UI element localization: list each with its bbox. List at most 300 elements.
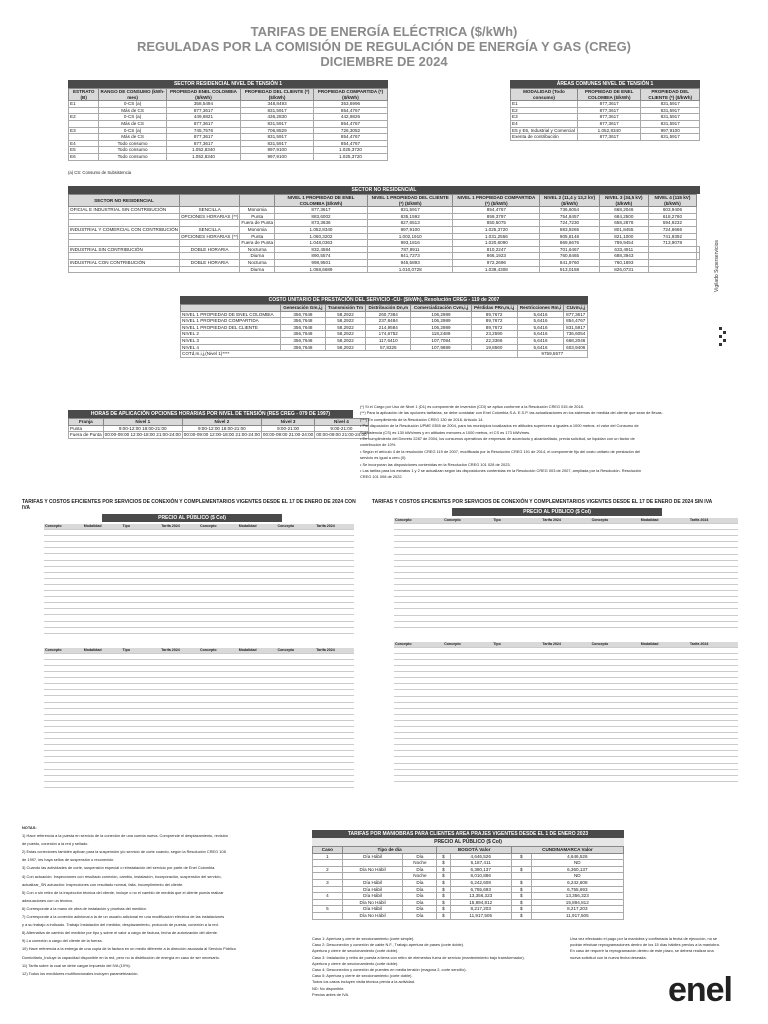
maniobras-cell: 15,894,812	[531, 899, 623, 906]
costos_der-cell	[640, 666, 689, 671]
costos_der-cell	[640, 648, 689, 653]
costo_unitario-cell: 237,8484	[366, 318, 411, 325]
costos_izq-cell	[315, 666, 354, 671]
costos_der-cell	[443, 579, 492, 584]
costos_der-cell	[492, 666, 541, 671]
costos_izq-cell	[315, 548, 354, 553]
costos_der-cell	[689, 548, 738, 553]
costos_izq-cell	[238, 739, 277, 744]
residencial-row	[69, 127, 388, 134]
costos_der-cell	[443, 770, 492, 775]
horas-cell: Punta	[69, 425, 104, 432]
costos_izq-cell	[44, 554, 83, 559]
costo_unitario-col-4: Comercialización Cvm,i,j	[411, 305, 471, 312]
costos_der-cell	[591, 573, 640, 578]
no_residencial-cell: 905,8148	[540, 233, 600, 240]
costo_unitario-cell: 5,6416	[517, 311, 564, 318]
costos_izq-cell	[315, 561, 354, 566]
maniobras-cell: 6,187,411	[450, 860, 511, 867]
costos_der-cell	[443, 555, 492, 560]
costos_der-col: Modalidad	[640, 518, 659, 522]
costos_izq-cell	[83, 530, 122, 535]
no_residencial-cell	[69, 240, 180, 247]
costos_izq-cell	[199, 615, 238, 620]
costos_izq-cell	[238, 776, 277, 781]
no_residencial-cell: 724,7230	[540, 220, 600, 227]
costos_izq-cell	[160, 530, 199, 535]
costos_der-cell	[591, 561, 640, 566]
costos_izq-cell	[199, 672, 238, 677]
costos_izq-cell	[44, 757, 83, 762]
costos_izq-cell	[199, 739, 238, 744]
costos_izq-cell	[199, 733, 238, 738]
nota-item: 7) Corresponde a la conexión adicional a la de un usuario adicional en una modificación eléctrica de las instalaciones	[22, 914, 225, 920]
nota-derecha-line: • En cumplimiento del Decreto 2287 de 2004, los consumos operativos de empresas de acueducto y alcantarillado, previa solicitud, se liquidan con un factor de	[360, 436, 635, 442]
costos_der-row	[394, 622, 738, 628]
costos_der-cell	[689, 597, 738, 602]
page-subtitle: REGULADAS POR LA COMISIÓN DE REGULACIÓN DE ENERGÍA Y GAS (CREG)	[136, 39, 632, 54]
maniobras-cell: $	[511, 899, 531, 906]
costos_izq-cell	[199, 776, 238, 781]
costo_unitario-cell: 603,9406	[564, 344, 588, 351]
no_residencial-cell: 850,5075	[453, 220, 540, 227]
costos_izq-cell	[44, 654, 83, 659]
costos_izq-cell	[122, 567, 161, 572]
notas-derecha	[360, 404, 705, 484]
comunes-cell: 877,3617	[577, 101, 641, 108]
costos_izq-cell	[122, 660, 161, 665]
maniobras-cell: Día No Hábil	[342, 899, 403, 906]
nota-item: 8) Alternativa de cambio del medidor por tipo y sobre el valor a cargo de factura, fecha de autorización del cliente.	[22, 930, 218, 936]
no_residencial-cell: 998,9501	[275, 259, 368, 266]
costos_der-cell	[541, 666, 590, 671]
costos_der-cell	[492, 715, 541, 720]
costo_unitario-col-5: Pérdidas PRn,m,i,j	[471, 305, 517, 312]
costos_der-cell	[492, 548, 541, 553]
residencial-cell: 726,3052	[313, 127, 387, 134]
costos_der-cell	[443, 739, 492, 744]
caso-line: Caso 5: Apertura y cierre de seccionamiento (corte doble).	[312, 973, 413, 979]
costos_izq-cell	[199, 654, 238, 659]
no_residencial-cell: OFICIAL E INDUSTRIAL SIN CONTRIBUCIÓN	[69, 207, 180, 214]
costos_izq-cell	[83, 709, 122, 714]
maniobras-cell: 11,917,505	[450, 912, 511, 919]
horas-row	[69, 425, 369, 432]
costos_der-col: Modalidad	[640, 641, 659, 646]
residencial-cell: 1.052,8340	[166, 153, 240, 160]
costos_izq-cell	[199, 579, 238, 584]
costos_der-cell	[541, 770, 590, 775]
nota-item: 11) Tarifa sobre la cual se debe cargar Impuesto del IVA (19%).	[22, 962, 131, 968]
costos_izq-cell	[44, 567, 83, 572]
costos_der-cell	[640, 678, 689, 683]
costos_izq-cell	[122, 579, 161, 584]
costos_der-cell	[591, 690, 640, 695]
costos_der-cell	[394, 567, 443, 572]
costos_der-cell	[591, 648, 640, 653]
costos_izq-cell	[277, 530, 316, 535]
costos_der-cell	[394, 776, 443, 781]
costos_izq-cell	[315, 690, 354, 695]
costos_der-cell	[541, 524, 590, 529]
no_residencial-cell: 841,9760	[540, 259, 600, 266]
nota-derecha-line: (**) Para la aplicación de las opciones tarifarias, se debe constatar con Enel Colombia S.A. E.S.P. las actualizaciones en los sistemas de medida del cliente que sean de flecas.	[360, 410, 663, 416]
costos_der-cell	[541, 609, 590, 614]
costos_izq-cell	[122, 573, 161, 578]
costo-unitario-table	[180, 296, 588, 396]
residencial-cell: 877,3617	[166, 140, 240, 147]
costos_der-cell	[689, 555, 738, 560]
costos_der-cell	[591, 751, 640, 756]
residencial-cell: 831,5917	[241, 120, 314, 127]
costos_der-cell	[689, 703, 738, 708]
no_residencial-cell: Diurna	[240, 266, 275, 273]
maniobras-row	[313, 906, 624, 913]
no_residencial-col-2	[240, 195, 275, 207]
costos_izq-cell	[315, 770, 354, 775]
costos_der-cell	[591, 622, 640, 627]
costos_izq-cell	[315, 542, 354, 547]
maniobras-cell	[313, 873, 343, 880]
no_residencial-cell: Monomia	[240, 207, 275, 214]
costos_izq-cell	[122, 609, 161, 614]
horas-cell: 00:00-09:00 21:00-24:00	[262, 432, 314, 438]
no_residencial-cell: 890,5574	[275, 253, 368, 260]
maniobras-row	[313, 866, 624, 873]
costos-izq-sub: PRECIO AL PÚBLICO ($ Col)	[102, 514, 282, 522]
maniobras-cell: 4,646,526	[450, 853, 511, 860]
maniobras-cell: Día	[403, 879, 437, 886]
costos_der-cell	[492, 536, 541, 541]
costos_der-cell	[394, 690, 443, 695]
costos_der-cell	[492, 727, 541, 732]
nota-derecha-line: • Se incorporan las disposiciones contenidas en la Resolución CREG 101 028 de 2023.	[360, 461, 511, 467]
horas-cell: 9:00-12:00 18:00-21:00	[182, 425, 261, 432]
costos_der-cell	[492, 585, 541, 590]
no_residencial-cell	[69, 266, 180, 273]
costos_der-cell	[541, 672, 590, 677]
comunes-header: ÁREAS COMUNES NIVEL DE TENSIÓN 1	[510, 80, 700, 88]
residencial-cell: 997,9100	[241, 153, 314, 160]
no_residencial-col-3: NIVEL 1 PROPIEDAD DE ENEL COLOMBIA ($/kWh)	[275, 195, 368, 207]
costos_izq-cell	[122, 745, 161, 750]
costo_unitario-row	[181, 324, 588, 331]
costos_izq-cell	[44, 536, 83, 541]
costos-der-panel	[372, 498, 742, 828]
costos_izq-cell	[160, 542, 199, 547]
costos_izq-cell	[122, 690, 161, 695]
maniobras-cell	[313, 912, 343, 919]
costos_der-cell	[591, 567, 640, 572]
costos_izq-cell	[199, 763, 238, 768]
costos_izq-cell	[83, 536, 122, 541]
no_residencial-cell: 594,9232	[648, 220, 696, 227]
maniobras-sub: PRECIO AL PÚBLICO ($ Col)	[312, 838, 624, 846]
no_residencial-cell	[648, 266, 696, 273]
nota-derecha-line: (*) Si el Cargo por Uso de Nivel 1 (D1) es componente de inversión (CDI) se aplica conforme a la Resolución CREG 015 de 2018.	[360, 404, 584, 409]
costos_der-cell	[591, 548, 640, 553]
no_residencial-cell: 1.052,8340	[275, 226, 368, 233]
costos_izq-cell	[83, 542, 122, 547]
costos_izq-cell	[199, 536, 238, 541]
costos_der-cell	[591, 678, 640, 683]
costos_izq-cell	[160, 585, 199, 590]
costos_izq-cell	[122, 628, 161, 633]
costos_izq-cell	[238, 615, 277, 620]
comunes-table	[510, 80, 700, 170]
maniobras-cell: 13,356,323	[450, 893, 511, 900]
comunes-row	[511, 127, 700, 134]
costos_izq-cell	[44, 666, 83, 671]
costos_izq-cell	[277, 696, 316, 701]
costos_izq-cell	[199, 542, 238, 547]
costos_izq-row	[44, 782, 354, 788]
costos_der-cell	[640, 709, 689, 714]
costos_der-cell	[443, 603, 492, 608]
costos_der-cell	[689, 733, 738, 738]
costos_izq-cell	[277, 709, 316, 714]
costos_izq-cell	[83, 703, 122, 708]
costos_der-cell	[640, 536, 689, 541]
costos_izq-cell	[315, 733, 354, 738]
costos_der-cell	[394, 561, 443, 566]
maniobras-cell: $	[511, 853, 531, 860]
horas-cell: 9:00-12:00 18:00-21:00	[103, 425, 182, 432]
costos_der-cell	[640, 757, 689, 762]
notas-panel	[22, 824, 312, 1020]
residencial-cell: 831,5917	[241, 107, 314, 114]
costos_der-cell	[492, 648, 541, 653]
costos_izq-cell	[122, 622, 161, 627]
maniobras-row	[313, 873, 624, 880]
no_residencial-cell: 754,8457	[540, 213, 600, 220]
costos_izq-cell	[44, 782, 83, 787]
costos_der-cell	[492, 721, 541, 726]
costos_izq-cell	[122, 672, 161, 677]
nota-item: 4) Con actuación: Inspecciones con resultado conexión, cambio, instalación, incorporación, suspensión del servicio,	[22, 873, 222, 879]
costos_izq-cell	[277, 666, 316, 671]
costos_der-cell	[541, 548, 590, 553]
maniobras-cell	[511, 860, 531, 867]
costos_der-cell	[541, 542, 590, 547]
costos_der-cell	[640, 660, 689, 665]
residencial-header: SECTOR RESIDENCIAL NIVEL DE TENSIÓN 1	[68, 80, 388, 88]
costos_der-cell	[541, 555, 590, 560]
costos_der-cell	[443, 733, 492, 738]
costos_izq-cell	[277, 763, 316, 768]
costos_izq-cell	[238, 591, 277, 596]
costo_unitario-cell: NIVEL 2	[181, 331, 281, 338]
costos_izq-cell	[315, 660, 354, 665]
costos_izq-cell	[160, 745, 199, 750]
comunes-row	[511, 120, 700, 127]
no_residencial-cell: 684,2500	[599, 213, 648, 220]
costos_izq-cell	[315, 567, 354, 572]
maniobras-col-cund: CUNDINAMARCA Valor	[511, 847, 623, 854]
costos_der-cell	[394, 579, 443, 584]
costos_der-cell	[541, 721, 590, 726]
nota-item: de puesto, conexión a la red y sellado.	[22, 841, 89, 847]
costos_izq-cell	[83, 678, 122, 683]
comunes-cell: 997,9100	[641, 127, 700, 134]
costos_izq-cell	[160, 597, 199, 602]
horas-col-4: Nivel 4	[315, 419, 368, 426]
comunes-cell: 831,5917	[641, 101, 700, 108]
costos_der-cell	[640, 567, 689, 572]
residencial-row	[69, 147, 388, 154]
costo_unitario-cell: 356,7648	[281, 337, 326, 344]
costos_izq-cell	[277, 721, 316, 726]
comunes-row	[511, 114, 700, 121]
no_residencial-cell: Punta	[240, 233, 275, 240]
costos_der-cell	[394, 524, 443, 529]
costos_izq-cell	[83, 573, 122, 578]
costos_der-cell	[394, 597, 443, 602]
costos_der-col: Concepto	[395, 641, 412, 646]
costos_der-cell	[541, 597, 590, 602]
costo_unitario-cell: NIVEL 1 PROPIEDAD COMPARTIDA	[181, 318, 281, 325]
no_residencial-cell: Nocturna	[240, 259, 275, 266]
residencial-cell: 0-CS (a)	[99, 127, 166, 134]
no-residencial-table	[68, 186, 700, 286]
costos_izq-cell	[160, 666, 199, 671]
costos_der-cell	[443, 648, 492, 653]
maniobras-cell: Día No Hábil	[342, 912, 403, 919]
notas-label: NOTAS:	[22, 825, 37, 830]
residencial-cell: 436,2830	[241, 114, 314, 121]
costos_izq-col: Tipo	[122, 647, 131, 652]
costos_der-cell	[492, 591, 541, 596]
maniobras-cell: $	[437, 853, 450, 860]
residencial-cell: E5	[69, 147, 99, 154]
costos_izq-cell	[83, 684, 122, 689]
costo_unitario-cell: 5,6416	[517, 337, 564, 344]
costos_der-cell	[394, 530, 443, 535]
comunes-col-0: MODALIDAD (Todo consumo)	[511, 89, 578, 101]
costos_izq-cell	[315, 678, 354, 683]
costos_izq-cell	[238, 660, 277, 665]
maniobras-cell: Día	[403, 899, 437, 906]
nota-derecha-line: • Por disposición de la Resolución UPME 0355 de 2004, para los municipios localizados en altitudes superiores a iguales a 1000 metros. el valor del Consumo de	[360, 423, 639, 429]
costos_izq-cell	[122, 709, 161, 714]
costos_izq-cell	[160, 757, 199, 762]
maniobras-cell: 13,356,323	[531, 893, 623, 900]
costos_der-cell	[394, 703, 443, 708]
no_residencial-cell: 1.048,0363	[275, 240, 368, 247]
costos_der-col: Concepto	[591, 518, 609, 522]
costos_der-cell	[443, 745, 492, 750]
no_residencial-cell: 972,2696	[453, 259, 540, 266]
maniobras-casos	[312, 936, 612, 1016]
costo_unitario-cell: 58,2922	[325, 311, 365, 318]
no_residencial-cell: 854,4767	[453, 207, 540, 214]
costos_der-cell	[541, 684, 590, 689]
costo_unitario-col-7: CUvm,i,j	[564, 305, 588, 312]
costos_der-cell	[492, 561, 541, 566]
costos_der-cell	[541, 654, 590, 659]
costos_der-cell	[640, 727, 689, 732]
costos_der-cell	[394, 591, 443, 596]
costos_izq-cell	[83, 782, 122, 787]
costos_der-cell	[640, 672, 689, 677]
costos_der-cell	[541, 573, 590, 578]
comunes-cell: E2	[511, 107, 578, 114]
costos_der-cell	[689, 757, 738, 762]
costos-izq-grid-b	[44, 648, 354, 788]
no_residencial-cell	[69, 253, 180, 260]
residencial-cell: E1	[69, 101, 99, 108]
costos_izq-cell	[238, 548, 277, 553]
costos_izq-cell	[199, 690, 238, 695]
residencial-col-4: PROPIEDAD COMPARTIDA (*) ($/kWh)	[313, 89, 387, 101]
maniobras-cell: Día Hábil	[342, 853, 403, 860]
caso-line: Caso 3: Instalación y retiro de puesta a tierra con retiro de elementos fuera de servicio (mantenimiento bajo transformador).	[312, 954, 525, 960]
costos_izq-cell	[44, 776, 83, 781]
no_residencial-cell: OPCIONES HORARIAS (**)	[180, 213, 239, 219]
residencial-cell: Más de CS	[99, 134, 166, 141]
no_residencial-cell: 801,8455	[599, 226, 648, 233]
comunes-row	[511, 134, 700, 141]
no_residencial-col-5: NIVEL 1 PROPIEDAD COMPARTIDA (*) ($/kWh)	[453, 195, 540, 207]
costos_izq-cell	[122, 776, 161, 781]
maniobras-cell: Día	[403, 893, 437, 900]
costos_izq-cell	[199, 573, 238, 578]
residencial-cell: 449,6821	[166, 114, 240, 121]
costos_der-cell	[689, 678, 738, 683]
costo_unitario-cell: 107,9889	[411, 344, 471, 351]
maniobras-col-bogota: BOGOTÁ Valor	[437, 847, 512, 854]
costos_izq-cell	[44, 597, 83, 602]
no_residencial-col-4: NIVEL 1 PROPIEDAD DEL CLIENTE (*) ($/kWh)	[367, 195, 453, 207]
costos_izq-cell	[122, 666, 161, 671]
costos_izq-cell	[160, 782, 199, 787]
costos_izq-cell	[199, 696, 238, 701]
costo_unitario-cell: 23,2590	[471, 331, 517, 338]
costos_izq-cell	[238, 654, 277, 659]
maniobra-nota-line: En caso de requerir la reprogramación dentro de este plazo, se deberá realizar una	[570, 948, 714, 954]
costos_izq-cell	[199, 660, 238, 665]
maniobras-cell: Día No Hábil	[342, 866, 403, 873]
costos_izq-cell	[44, 715, 83, 720]
costos_izq-cell	[44, 770, 83, 775]
costos_izq-cell	[199, 782, 238, 787]
costos_der-cell	[640, 561, 689, 566]
costos_izq-cell	[160, 536, 199, 541]
vigilado-label: Vigilado Superservicios	[714, 240, 720, 292]
costos_izq-cell	[238, 727, 277, 732]
costos_izq-cell	[315, 696, 354, 701]
costo-unitario-grid	[180, 304, 588, 358]
residencial-cell	[69, 107, 99, 114]
costos_der-cell	[689, 616, 738, 621]
costos_der-cell	[640, 603, 689, 608]
costos_der-cell	[591, 703, 640, 708]
costos_izq-cell	[315, 776, 354, 781]
costos_der-cell	[492, 654, 541, 659]
costos_der-cell	[689, 739, 738, 744]
no_residencial-cell: 701,6467	[540, 246, 600, 253]
costos_izq-cell	[199, 751, 238, 756]
no_residencial-cell	[69, 233, 180, 240]
costos_der-cell	[591, 603, 640, 608]
costos_der-cell	[591, 524, 640, 529]
costos_izq-cell	[160, 579, 199, 584]
costo_unitario-col-2: Transmisión Tm	[325, 305, 365, 312]
maniobras-table	[312, 830, 624, 936]
costos_izq-cell	[83, 585, 122, 590]
horas-cell: 9:00-21:00	[261, 425, 314, 432]
nota-item: 12) Todos los medidores multifuncionales incluyen parametrización.	[22, 970, 139, 976]
